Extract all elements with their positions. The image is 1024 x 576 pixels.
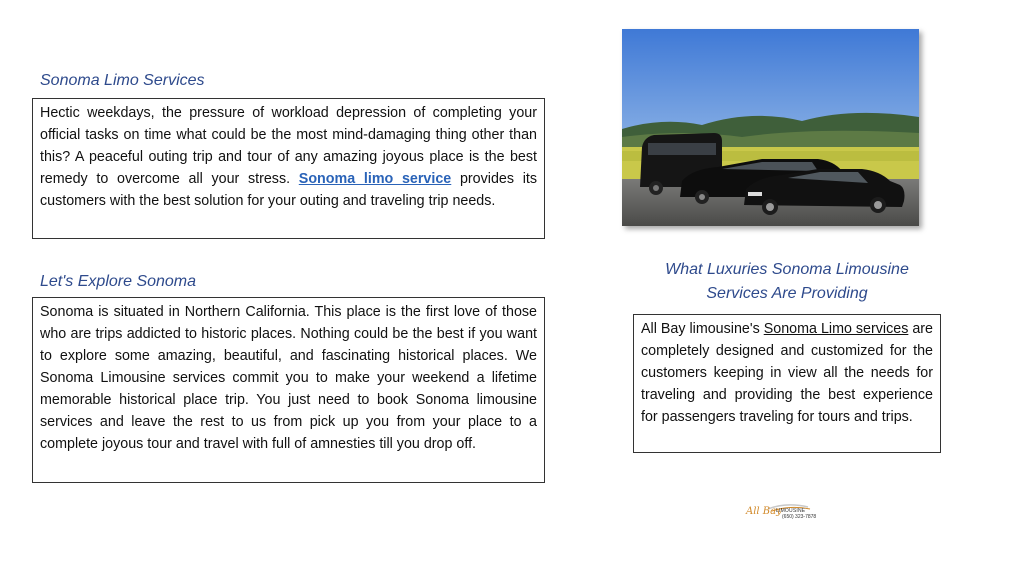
heading-lets-explore-sonoma: Let's Explore Sonoma	[40, 273, 197, 290]
luxuries-text-start: All Bay limousine's	[641, 321, 764, 337]
text-box-explore	[32, 297, 545, 483]
all-bay-limousine-logo	[746, 503, 826, 523]
intro-paragraph	[40, 102, 537, 212]
logo-phone-text: (650) 323-7878	[782, 514, 817, 520]
heading-sonoma-limo-services: Sonoma Limo Services	[40, 72, 205, 89]
luxuries-text-end: are completely designed and customized for the customers keeping in view all the needs for traveling and providing the best experience for passengers traveling for tours and trips.	[641, 321, 933, 425]
limousine-fleet-photo	[622, 29, 919, 226]
sonoma-limo-service-link[interactable]: Sonoma limo service	[298, 171, 452, 187]
heading-what-luxuries-line1: What Luxuries Sonoma Limousine	[665, 261, 909, 278]
sonoma-limo-services-link[interactable]: Sonoma Limo services	[763, 321, 909, 337]
limousine-photo-image	[622, 29, 919, 226]
heading-what-luxuries	[634, 258, 940, 306]
luxuries-paragraph	[641, 318, 933, 428]
logo-limousine-text: LIMOUSINE	[776, 508, 806, 514]
text-box-intro	[32, 98, 545, 239]
explore-paragraph: Sonoma is situated in Northern California. This place is the first love of those who are trips addicted to historic places. Nothing could be the best if you want to explore some amazing, beautiful, and fascinating historical places. We Sonoma Limousine services commit you to make your weekend a lifetime memorable historical place trip. You just need to book Sonoma limousine services and leave the rest to us from pick up you from your place to a complete joyous tour and travel with full of amnesties till you drop off.	[40, 304, 537, 452]
intro-text-start: Hectic weekdays, the pressure of workload depression of completing your official tasks on time what could be the most mind-damaging thing other than this? A peaceful outing trip and tour of any amazing joyous place is the best remedy to overcome all your stress.	[40, 105, 537, 187]
logo-brand-text: All Bay	[746, 506, 782, 517]
heading-what-luxuries-line2: Services Are Providing	[706, 285, 868, 302]
intro-text-end: provides its customers with the best solution for your outing and traveling trip needs.	[40, 171, 537, 209]
text-box-luxuries	[633, 314, 941, 453]
